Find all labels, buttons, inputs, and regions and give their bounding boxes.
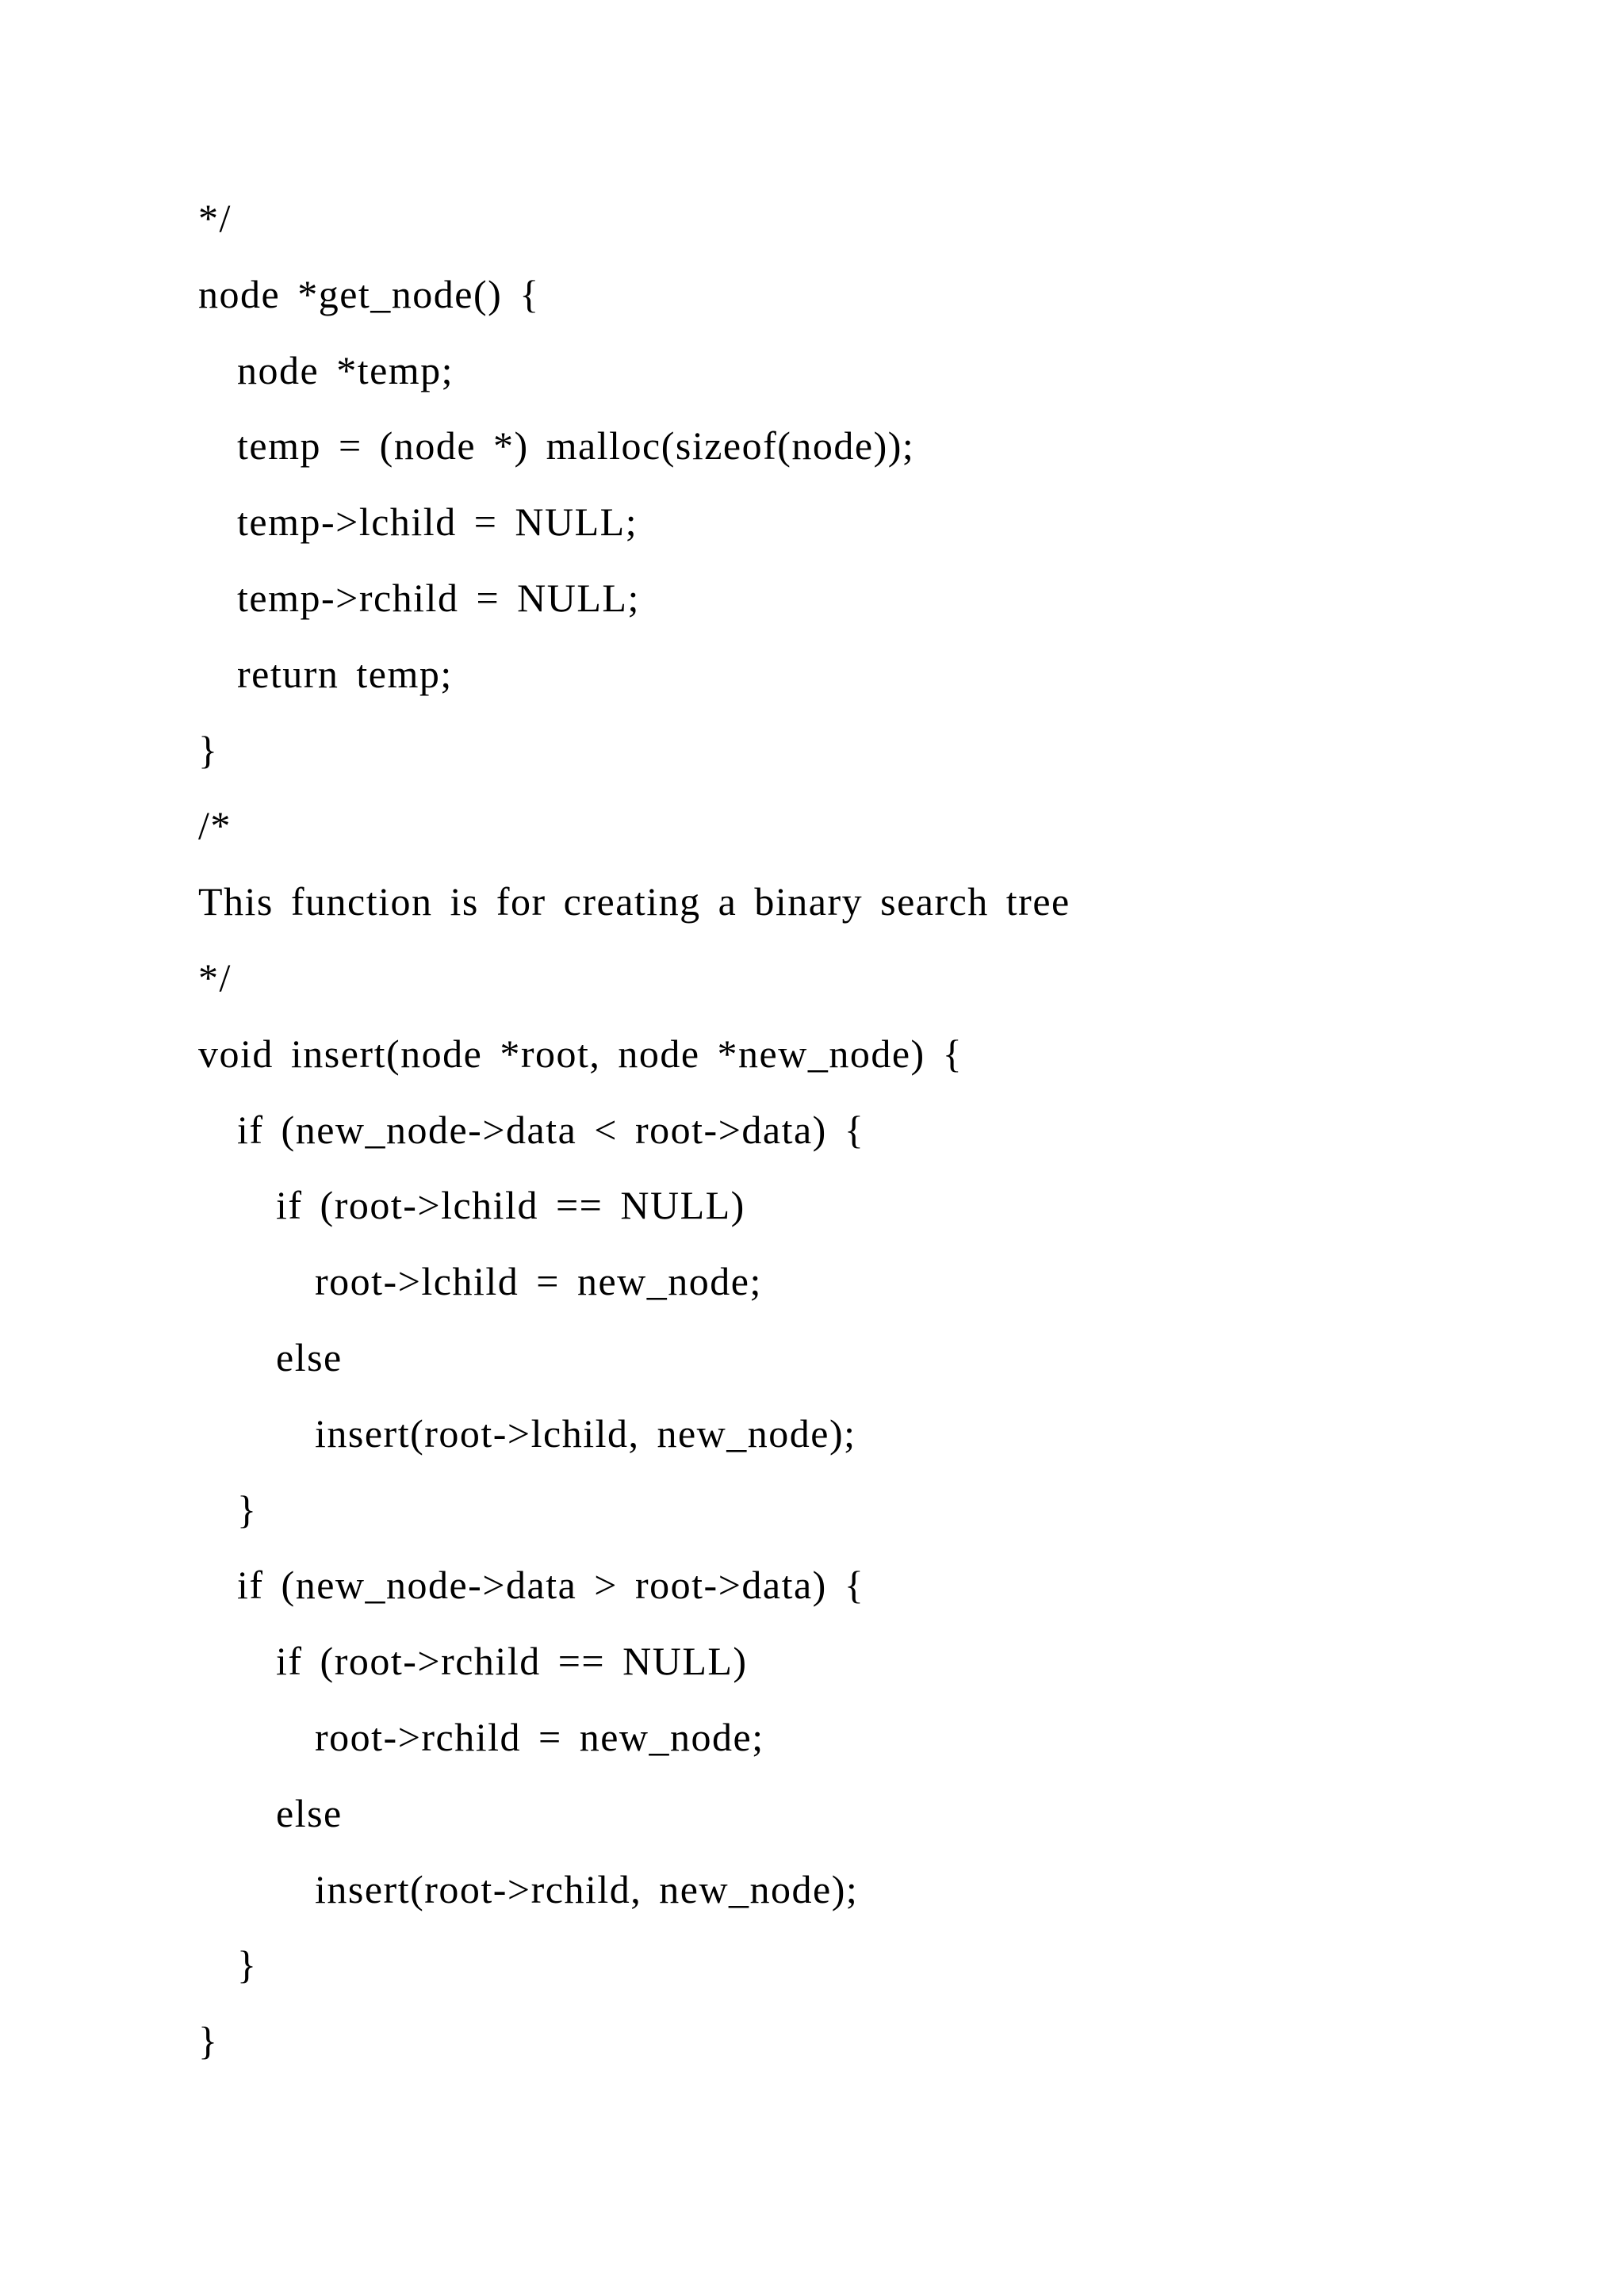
code-listing xyxy=(198,190,1071,2089)
code-line: return temp; xyxy=(237,651,453,696)
code-line: root->lchild = new_node; xyxy=(315,1259,762,1304)
code-line: temp = (node *) malloc(sizeof(node)); xyxy=(237,423,915,469)
code-line: insert(root->rchild, new_node); xyxy=(315,1866,859,1911)
code-line: else xyxy=(276,1790,343,1835)
code-line: temp->rchild = NULL; xyxy=(237,575,640,620)
code-line: else xyxy=(276,1334,343,1380)
code-line: } xyxy=(198,2019,219,2064)
code-line: node *temp; xyxy=(237,347,454,392)
code-line: */ xyxy=(198,196,232,240)
code-line: if (root->lchild == NULL) xyxy=(276,1183,745,1228)
code-line: } xyxy=(237,1942,258,1988)
code-line: if (root->rchild == NULL) xyxy=(276,1639,748,1684)
code-line: } xyxy=(237,1487,258,1532)
code-line: node *get_node() { xyxy=(198,271,540,316)
code-line: insert(root->lchild, new_node); xyxy=(315,1410,856,1456)
code-line: void insert(node *root, node *new_node) { xyxy=(198,1031,963,1076)
code-line: if (new_node->data < root->data) { xyxy=(237,1107,865,1152)
code-line: This function is for creating a binary search tree xyxy=(198,879,1071,924)
code-line: /* xyxy=(198,803,232,848)
code-line: if (new_node->data > root->data) { xyxy=(237,1563,865,1608)
code-line: temp->lchild = NULL; xyxy=(237,499,638,545)
code-line: root->rchild = new_node; xyxy=(315,1714,764,1759)
code-line: } xyxy=(198,727,219,772)
code-line: */ xyxy=(198,955,232,1000)
